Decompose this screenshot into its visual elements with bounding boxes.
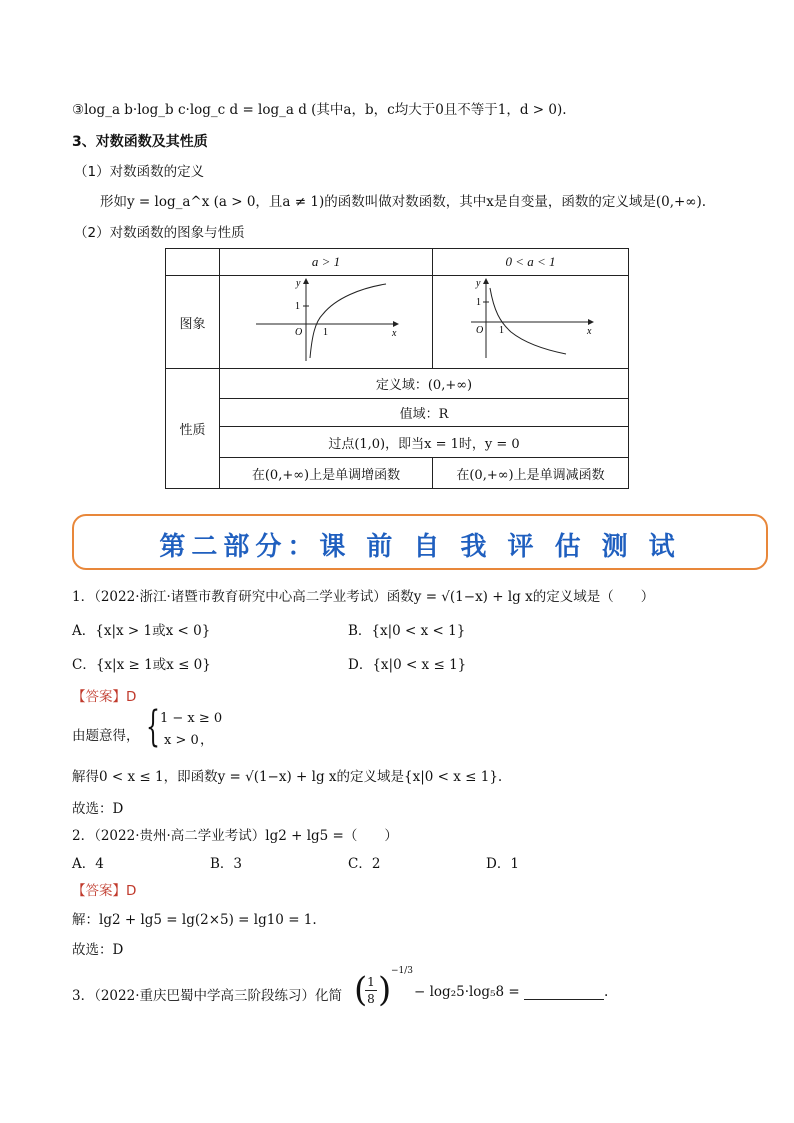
decreasing-log-graph [466, 276, 596, 364]
graph-decreasing [433, 276, 629, 369]
graph-increasing [220, 276, 433, 369]
q1-system-comma: ， [200, 732, 214, 748]
table-corner [166, 249, 220, 276]
header-a-lt-1: 0 < a < 1 [433, 249, 629, 276]
q3-stem-prefix: 3．（2022·重庆巴蜀中学高三阶段练习）化简 [72, 988, 342, 1004]
q3-frac-num: 1 [367, 975, 375, 989]
q1-solution-prefix: 由题意得， [72, 728, 140, 744]
q3-end: . [603, 984, 609, 1000]
right-paren-icon: ) [378, 970, 392, 1010]
increasing-log-graph [251, 276, 401, 364]
part-two-banner [72, 514, 768, 570]
q2-choice: 故选：D [72, 942, 124, 958]
section-title: 3、对数函数及其性质 [72, 134, 208, 150]
q1-solution-result: 解得0 < x ≤ 1，即函数y = √(1−x) + lg x的定义域是{x|0 < x ≤ 1}. [72, 769, 503, 785]
brace-icon: { [146, 704, 160, 752]
subsection-1-title: （1）对数函数的定义 [74, 164, 205, 180]
props-row-label: 性质 [166, 369, 220, 489]
subsection-2-title: （2）对数函数的图象与性质 [74, 225, 245, 241]
graph1-x-label: x [392, 328, 397, 339]
graph1-origin: O [295, 327, 303, 338]
graph2-one-y: 1 [475, 297, 481, 308]
q3-expression: − log₂5·log₅8 = [414, 984, 520, 1000]
q2-stem: 2．（2022·贵州·高二学业考试）lg2 + lg5 =（ ） [72, 828, 398, 844]
formula-line-3: ③log_a b·log_b c·log_c d = log_a d (其中a，b，c均大于0且不等于1，d > 0). [72, 102, 567, 118]
q2-option-a: A．4 [72, 856, 104, 872]
q2-answer: 【答案】D [72, 883, 137, 899]
q2-solution: 解：lg2 + lg5 = lg(2×5) = lg10 = 1. [72, 912, 317, 928]
range-cell: 值域：R [220, 399, 629, 427]
q3-exponent: −1/3 [391, 966, 414, 976]
q3-stem-suffix [414, 984, 608, 1000]
q1-option-c: C．{x|x ≥ 1或x ≤ 0} [72, 657, 211, 673]
header-a-gt-1: a > 1 [220, 249, 433, 276]
monotonic-increasing-cell: 在(0,+∞)上是单调增函数 [220, 458, 433, 489]
q2-option-c: C．2 [348, 856, 381, 872]
graph2-one-x: 1 [498, 325, 504, 336]
banner-title: 第二部分：课 前 自 我 评 估 测 试 [159, 532, 681, 562]
q1-system-line1: 1 − x ≥ 0 [160, 711, 223, 726]
q1-choice: 故选：D [72, 801, 124, 817]
log-function-definition: 形如y = log_a^x (a > 0，且a ≠ 1)的函数叫做对数函数，其中x是自变量，函数的定义域是(0,+∞). [100, 194, 707, 210]
graph-row-label: 图象 [166, 276, 220, 369]
graph2-x-label: x [586, 326, 591, 337]
fixed-point-cell: 过点(1,0)，即当x = 1时，y = 0 [220, 427, 629, 458]
q1-option-d: D．{x|0 < x ≤ 1} [348, 657, 467, 673]
q1-option-b: B．{x|0 < x < 1} [348, 623, 466, 639]
q3-frac-den: 8 [367, 992, 375, 1006]
monotonic-decreasing-cell: 在(0,+∞)上是单调减函数 [433, 458, 629, 489]
q2-option-b: B．3 [210, 856, 243, 872]
q2-option-d: D．1 [486, 856, 519, 872]
q1-system-line2: x > 0 [164, 733, 199, 748]
fraction-bar [365, 990, 377, 991]
answer-blank[interactable] [524, 985, 604, 1000]
log-properties-table [165, 248, 629, 489]
domain-cell: 定义域：(0,+∞) [220, 369, 629, 399]
graph2-y-label: y [475, 278, 480, 289]
q1-answer: 【答案】D [72, 689, 137, 705]
graph1-one-y: 1 [295, 301, 300, 312]
q1-option-a: A．{x|x > 1或x < 0} [72, 623, 211, 639]
q1-stem: 1．（2022·浙江·诸暨市教育研究中心高二学业考试）函数y = √(1−x) + lg x的定义域是（ ） [72, 589, 655, 605]
left-paren-icon: ( [354, 970, 368, 1010]
graph2-origin: O [475, 325, 483, 336]
graph1-y-label: y [296, 278, 301, 289]
graph1-one-x: 1 [323, 327, 328, 338]
